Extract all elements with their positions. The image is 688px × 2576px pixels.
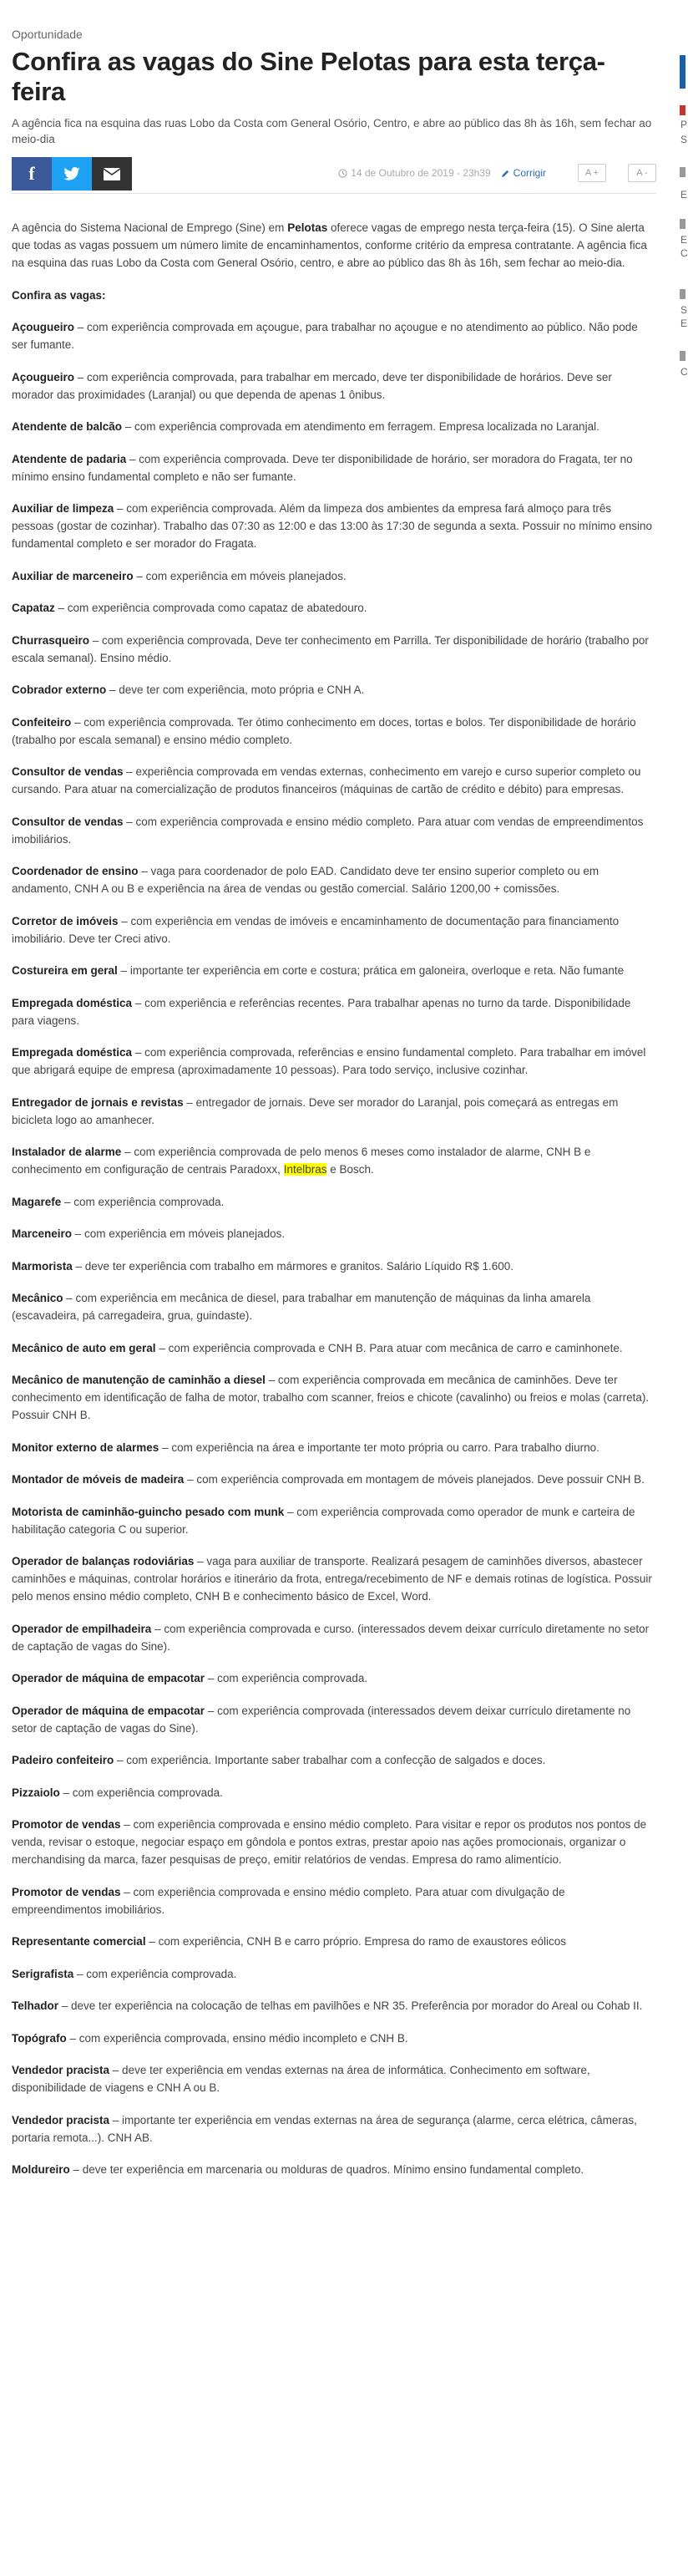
job-title: Promotor de vendas [12,1818,121,1831]
job-description: – com experiência comprovada e CNH B. Para atuar com mecânica de carro e caminhonete. [155,1341,623,1354]
job-description: – com experiência em mecânica de diesel, para trabalhar em manutenção de máquinas da linha amarela (escavadeira, pá carregadeira, grua, guindaste). [12,1292,591,1322]
twitter-icon [63,167,80,180]
job-description: – deve ter experiência em vendas externas na área de informática. Conhecimento em software, disponibilidade de viagens e CNH A ou B. [12,2064,590,2094]
job-description: – com experiência comprovada. [205,1672,368,1684]
job-description: – com experiência comprovada. Ter ótimo conhecimento em doces, tortas e bolos. Ter disponibilidade de horário (trabalho por escala semanal) e ensino médio completo. [12,715,636,746]
intro-paragraph [12,219,656,272]
highlighted-brand: Intelbras [283,1163,327,1176]
clock-icon [338,169,347,178]
job-title: Motorista de caminhão-guincho pesado com munk [12,1505,285,1518]
job-item [12,1439,656,1456]
job-item [12,1552,656,1605]
job-title: Operador de balanças rodoviárias [12,1555,195,1567]
job-description-end: e Bosch. [326,1163,374,1176]
job-description: – com experiência comprovada e ensino médio completo. Para visitar e repor os produtos nos pontos de venda, revisar o estoque, negociar espaço em gôndola e pontos extras, prestar apoio nas ações promocionais, organizar o merchandising da marca, fazer pesquisas de preço, emitir relatórios de vendas. Empresa do ramo alimentício. [12,1818,647,1866]
sidebar-marker [680,351,685,361]
job-item [12,450,656,485]
job-item [12,1620,656,1655]
job-item [12,1094,656,1129]
sidebar-letter: P [680,119,688,130]
job-description: – com experiência e referências recentes. Para trabalhar apenas no turno da tarde. Disponibilidade para viagens. [12,996,631,1027]
job-description: – com experiência comprovada em açougue, para trabalhar no açougue e no atendimento ao público. Não pode ser fumante. [12,321,638,351]
job-item [12,1883,656,1918]
job-description: – importante ter experiência em corte e costura; prática em galoneira, overloque e reta. Não fumante [117,964,625,977]
job-description: – com experiência comprovada e ensino médio completo. Para atuar com divulgação de empreendimentos imobiliários. [12,1885,565,1916]
job-item [12,1933,656,1950]
job-title: Padeiro confeiteiro [12,1754,114,1766]
section-label[interactable]: Oportunidade [12,28,83,41]
job-item [12,1225,656,1242]
job-description: – deve ter experiência em marcenaria ou molduras de quadros. Mínimo ensino fundamental completo. [69,2163,584,2176]
job-description: – com experiência comprovada. Deve ter disponibilidade de horário, ser moradora do Fragata, ter no mínimo ensino fundamental completo e não ser fumante. [12,452,633,483]
job-item [12,1339,656,1357]
job-description: – com experiência em móveis planejados. [133,569,347,582]
job-title: Consultor de vendas [12,765,124,778]
corrigir-label: Corrigir [513,167,546,179]
job-item [12,1143,656,1178]
job-title: Empregada doméstica [12,996,133,1009]
sidebar-letter: S [680,304,688,316]
job-description: – com experiência em vendas de imóveis e encaminhamento de documentação para financiamento imobiliário. Deve ter Creci ativo. [12,914,620,945]
job-description: – com experiência comprovada. Além da limpeza dos ambientes da empresa fará almoço para três pessoas (gostar de cozinhar). Trabalho das 07:30 as 12:00 e das 13:00 às 17:30 de segunda a sexta. Possuir no mínimo ensino fundamental completo e ser morador do Fragata. [12,502,652,550]
article-meta [338,164,656,182]
font-decrease-button[interactable]: A - [628,164,656,182]
job-title: Operador de máquina de empacotar [12,1704,205,1717]
job-description: – importante ter experiência em vendas externas na área de segurança (alarme, cerca elétrica, câmeras, portaria remota...). CNH AB. [12,2113,637,2144]
job-description: – com experiência comprovada, referências e ensino fundamental completo. Para trabalhar em imóvel que abrigará equipe de empresa (aproximadamente 10 pessoas). Para todo serviço, inclusive cozinhar. [12,1046,646,1076]
twitter-share-button[interactable] [52,157,92,191]
job-description: – com experiência comprovada como capataz de abatedouro. [54,602,367,614]
job-item [12,1044,656,1079]
job-title: Churrasqueiro [12,633,90,647]
sidebar-marker [680,289,685,299]
job-item [12,368,656,404]
job-item [12,567,656,585]
job-item [12,714,656,749]
publish-date-text: 14 de Outubro de 2019 - 23h39 [351,167,491,179]
job-item [12,1193,656,1211]
job-title: Marceneiro [12,1227,73,1240]
email-share-button[interactable] [92,157,132,191]
job-item [12,500,656,552]
job-description: – vaga para coordenador de polo EAD. Candidato deve ter ensino superior completo ou em andamento, CNH A ou B e experiência na área de vendas ou gestão comercial. Salário 1200,00 + comissões. [12,865,599,895]
job-title: Vendedor pracista [12,2113,110,2126]
job-description: – com experiência comprovada. [61,1195,225,1208]
article-headline: Confira as vagas do Sine Pelotas para esta terça-feira [12,47,605,106]
job-description: – com experiência em móveis planejados. [72,1227,286,1240]
job-description: – com experiência comprovada e ensino médio completo. Para atuar com vendas de empreendimentos imobiliários. [12,815,644,846]
job-title: Serigrafista [12,1967,74,1980]
job-title: Confeiteiro [12,715,72,729]
job-description: – deve ter com experiência, moto própria e CNH A. [106,683,365,696]
job-title: Açougueiro [12,370,75,384]
article-body [12,219,656,2178]
job-description: – experiência comprovada em vendas externas, conhecimento em varejo e curso superior completo ou cursando. Para atuar na comercialização de produtos financeiros (máquinas de cartão de crédito e débito) para empresas. [12,765,641,795]
job-description: – com experiência comprovada. [59,1786,223,1799]
job-item [12,2111,656,2147]
job-item [12,1816,656,1868]
share-buttons [12,157,132,191]
job-description: – deve ter experiência com trabalho em mármores e granitos. Salário Líquido R$ 1.600. [72,1259,514,1273]
job-title: Mecânico de manutenção de caminhão a diesel [12,1374,266,1386]
job-description: – com experiência comprovada, para trabalhar em mercado, deve ter disponibilidade de horários. Deve ser morador das proximidades (Laranjal) ou que dependa de apenas 1 ônibus. [12,370,612,401]
job-item [12,1471,656,1488]
publish-date [338,167,490,179]
job-item [12,318,656,353]
job-title: Instalador de alarme [12,1146,122,1158]
sidebar-letter: E [680,318,688,329]
vagas-heading [12,287,656,304]
sidebar-letter: E [680,234,688,246]
job-item [12,2161,656,2178]
job-title: Coordenador de ensino [12,865,139,877]
job-title: Promotor de vendas [12,1885,121,1898]
job-item [12,2061,656,2096]
job-title: Monitor externo de alarmes [12,1440,159,1454]
job-item [12,1784,656,1801]
job-title: Representante comercial [12,1935,146,1948]
job-title: Operador de máquina de empacotar [12,1672,205,1684]
sidebar-marker [680,167,685,177]
facebook-share-button[interactable] [12,157,52,191]
job-description: – com experiência comprovada em montagem de móveis planejados. Deve possuir CNH B. [184,1473,645,1486]
job-item [12,1258,656,1275]
job-title: Atendente de balcão [12,420,123,433]
job-title: Vendedor pracista [12,2064,110,2076]
job-title: Auxiliar de limpeza [12,502,114,515]
job-title: Auxiliar de marceneiro [12,569,134,582]
job-item [12,1997,656,2015]
corrigir-link[interactable] [501,167,546,179]
job-title: Atendente de padaria [12,452,127,465]
article [12,27,656,2193]
job-title: Açougueiro [12,321,75,333]
facebook-icon: f [28,163,35,184]
intro-text-a: A agência do Sistema Nacional de Emprego (Sine) em [12,221,288,234]
job-title: Moldureiro [12,2163,70,2176]
sidebar-letter: C [680,247,688,259]
job-title: Capataz [12,602,55,614]
job-description: – com experiência comprovada e curso. (interessados devem deixar currículo diretamente no setor de captação de vagas do Sine). [12,1622,650,1653]
job-title: Costureira em geral [12,964,118,977]
job-item [12,632,656,667]
job-title: Mecânico [12,1292,63,1304]
job-item [12,681,656,699]
job-item [12,2030,656,2047]
job-item [12,962,656,979]
job-title: Marmorista [12,1259,73,1273]
vagas-heading-text: Confira as vagas: [12,288,106,302]
sidebar-edge [673,0,688,752]
job-title: Corretor de imóveis [12,914,119,927]
job-item [12,1965,656,1983]
sidebar-accent [680,105,685,115]
job-description: – com experiência comprovada em atendimento em ferragem. Empresa localizada no Laranjal. [122,420,599,433]
job-item [12,912,656,948]
job-description: – com experiência na área e importante ter moto própria ou carro. Para trabalho diurno. [159,1440,599,1454]
job-description: – com experiência comprovada, ensino médio incompleto e CNH B. [66,2031,408,2045]
sidebar-letter: E [680,189,688,201]
job-item [12,1503,656,1538]
job-item [12,599,656,617]
job-title: Montador de móveis de madeira [12,1473,185,1486]
job-title: Pizzaiolo [12,1786,60,1799]
job-title: Operador de empilhadeira [12,1622,152,1635]
job-item [12,1702,656,1737]
pencil-icon [501,169,510,178]
job-item [12,418,656,435]
sidebar-banner[interactable] [680,55,685,89]
job-title: Magarefe [12,1195,62,1208]
job-item [12,994,656,1029]
job-description: – com experiência comprovada (interessados devem deixar currículo diretamente no setor de captação de vagas do Sine). [12,1704,631,1735]
job-item [12,1289,656,1324]
job-title: Mecânico de auto em geral [12,1341,156,1354]
job-description: – vaga para auxiliar de transporte. Realizará pesagem de caminhões diversos, abastecer caminhões e máquinas, controlar horários e itinerário da frota, entrega/recebimento de NF e demais rotinas de logística. Possuir pelo menos ensino médio completo, CNH B e conhecimento básico de Excel, Word. [12,1555,652,1603]
job-description: – com experiência comprovada, Deve ter conhecimento em Parrilla. Ter disponibilidade de horário (trabalho por escala semanal). Ensino médio. [12,633,649,664]
job-title: Entregador de jornais e revistas [12,1095,184,1109]
job-title: Consultor de vendas [12,815,124,828]
job-item [12,862,656,897]
job-list [12,318,656,2178]
sidebar-letter: S [680,134,688,145]
job-description: – com experiência comprovada. [73,1967,237,1980]
job-item [12,1669,656,1687]
job-title: Empregada doméstica [12,1046,133,1059]
sidebar-letter: C [680,366,688,378]
job-description: – com experiência, CNH B e carro próprio. Empresa do ramo de exaustores eólicos [145,1935,567,1948]
job-description: – com experiência comprovada em mecânica de caminhões. Deve ter conhecimento em identificação de falha de motor, trabalho com scanner, freios e chicote (cavalinho) ou freios e molas (carreta). Possuir CNH B. [12,1374,650,1421]
job-title: Telhador [12,1999,59,2012]
font-increase-button[interactable]: A + [578,164,606,182]
article-subtitle: A agência fica na esquina das ruas Lobo da Costa com General Osório, Centro, e abre ao público das 8h às 16h, sem fechar ao meio-dia [12,117,652,145]
job-description: – deve ter experiência na colocação de telhas em pavilhões e NR 35. Preferência por morador do Areal ou Cohab II. [58,1999,643,2012]
envelope-icon [104,168,120,180]
job-title: Cobrador externo [12,683,107,696]
intro-text-c: oferece vagas de emprego nesta terça-feira (15). O Sine alerta que todas as vagas possuem um número limite de encaminhamentos, conforme critério da empresa contratante. A agência fica na esquina das ruas Lobo da Costa com General Osório, centro, e abre ao público das 8h às 16h, sem fechar ao meio-dia. [12,221,647,269]
job-description: – com experiência comprovada de pelo menos 6 meses como instalador de alarme, CNH B e conhecimento em configuração de centrais Paradoxx, [12,1146,591,1176]
intro-city: Pelotas [287,221,328,234]
article-toolbar [12,157,656,194]
job-item [12,1751,656,1769]
job-item [12,813,656,848]
sidebar-marker [680,219,685,229]
job-title: Topógrafo [12,2031,67,2045]
job-item [12,763,656,798]
job-item [12,1371,656,1424]
job-description: – com experiência. Importante saber trabalhar com a confecção de salgados e doces. [114,1754,546,1766]
job-description: – entregador de jornais. Deve ser morador do Laranjal, pois começará as entregas em bicicleta logo ao amanhecer. [12,1095,619,1126]
job-description: – com experiência comprovada como operador de munk e carteira de habilitação categoria C ou superior. [12,1505,635,1536]
